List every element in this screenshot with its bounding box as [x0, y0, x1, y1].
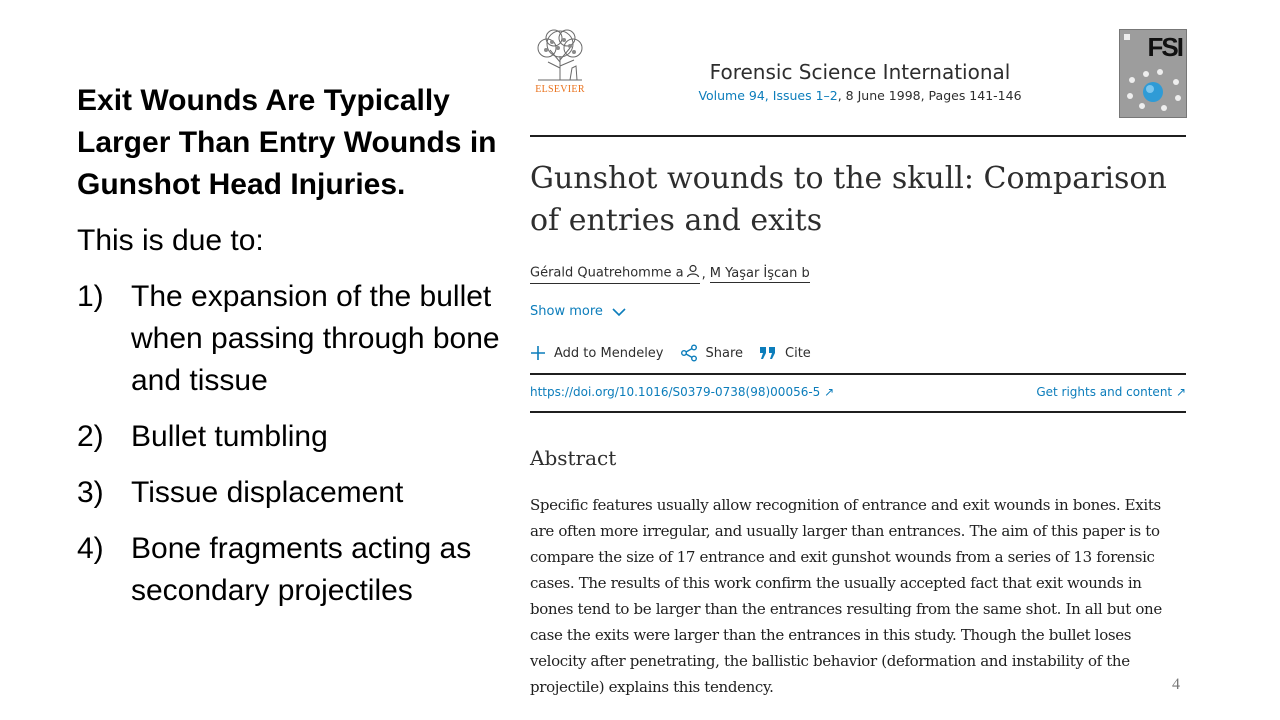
cite-label: Cite: [785, 345, 811, 361]
journal-title[interactable]: Forensic Science International: [709, 60, 1011, 84]
share-button[interactable]: [680, 344, 744, 362]
cite-button[interactable]: [759, 346, 811, 361]
doi-row: [530, 385, 1186, 399]
journal-header: [640, 58, 1080, 103]
list-item: [77, 276, 507, 402]
article-title: Gunshot wounds to the skull: Comparison of entries and exits: [530, 161, 1167, 238]
journal-meta: [640, 88, 1080, 103]
add-to-mendeley-label: Add to Mendeley: [554, 345, 664, 361]
show-more-button[interactable]: [530, 304, 627, 319]
list-text: Bone fragments acting as secondary projectiles: [131, 532, 472, 607]
slide-heading: Exit Wounds Are Typically Larger Than Entry Wounds in Gunshot Head Injuries.: [77, 84, 497, 201]
author-separator: ,: [701, 266, 706, 282]
plus-icon: [530, 345, 546, 361]
list-item: [77, 416, 507, 458]
cover-label: FSI: [1147, 32, 1182, 62]
author-link[interactable]: [530, 264, 700, 284]
quote-icon: [759, 346, 777, 360]
list-number: 1): [77, 280, 104, 313]
author-link[interactable]: M Yaşar İşcan b: [709, 265, 810, 281]
list-number: 3): [77, 476, 104, 509]
list-number: 2): [77, 420, 104, 453]
share-label: Share: [705, 345, 744, 361]
add-to-mendeley-button[interactable]: [530, 345, 664, 361]
doi-divider: [530, 411, 1186, 413]
publisher-name[interactable]: ELSEVIER: [535, 84, 585, 95]
list-number: 4): [77, 532, 104, 565]
list-text: The expansion of the bullet when passing through bone and tissue: [131, 280, 500, 397]
share-icon: [680, 344, 698, 362]
person-icon: [686, 264, 700, 282]
abstract-text: Specific features usually allow recognition of entrance and exit wounds in bones. Exits are often more irregular, and usually larger than entrances. The aim of this paper is to compare the size of 17 entrance and exit gunshot wounds from a series of 13 forensic cases. The results of this work confirm the usually accepted fact that exit wounds in bones tend to be larger than the entrances resulting from the same shot. In all but one case the exits were larger than the entrances in this study. Though the bullet loses velocity after penetrating, the ballistic behavior (deformation and instability of the projectile) explains this tendency.: [530, 496, 1162, 696]
article-toolbar: [530, 344, 827, 362]
journal-cover-image[interactable]: [1119, 29, 1187, 118]
slide-page-number: 4: [1172, 676, 1180, 693]
list-item: [77, 472, 507, 514]
abstract-heading: Abstract: [530, 446, 617, 470]
rights-link[interactable]: Get rights and content ↗: [1036, 385, 1186, 399]
article-screenshot: [530, 28, 1186, 708]
reason-list: [77, 276, 507, 626]
slide-intro: This is due to:: [77, 224, 264, 257]
author-name: Gérald Quatrehomme a: [530, 265, 684, 281]
show-more-label: Show more: [530, 304, 603, 319]
list-item: [77, 528, 507, 612]
chevron-down-icon: [611, 306, 627, 318]
issue-date-pages: , 8 June 1998, Pages 141-146: [837, 88, 1022, 103]
list-text: Tissue displacement: [131, 476, 404, 509]
list-text: Bullet tumbling: [131, 420, 328, 453]
volume-link[interactable]: Volume 94, Issues 1–2: [698, 88, 838, 103]
author-list: [530, 264, 810, 284]
doi-link[interactable]: https://doi.org/10.1016/S0379-0738(98)00056-5 ↗: [530, 385, 835, 399]
header-divider: [530, 135, 1186, 137]
toolbar-divider: [530, 373, 1186, 375]
